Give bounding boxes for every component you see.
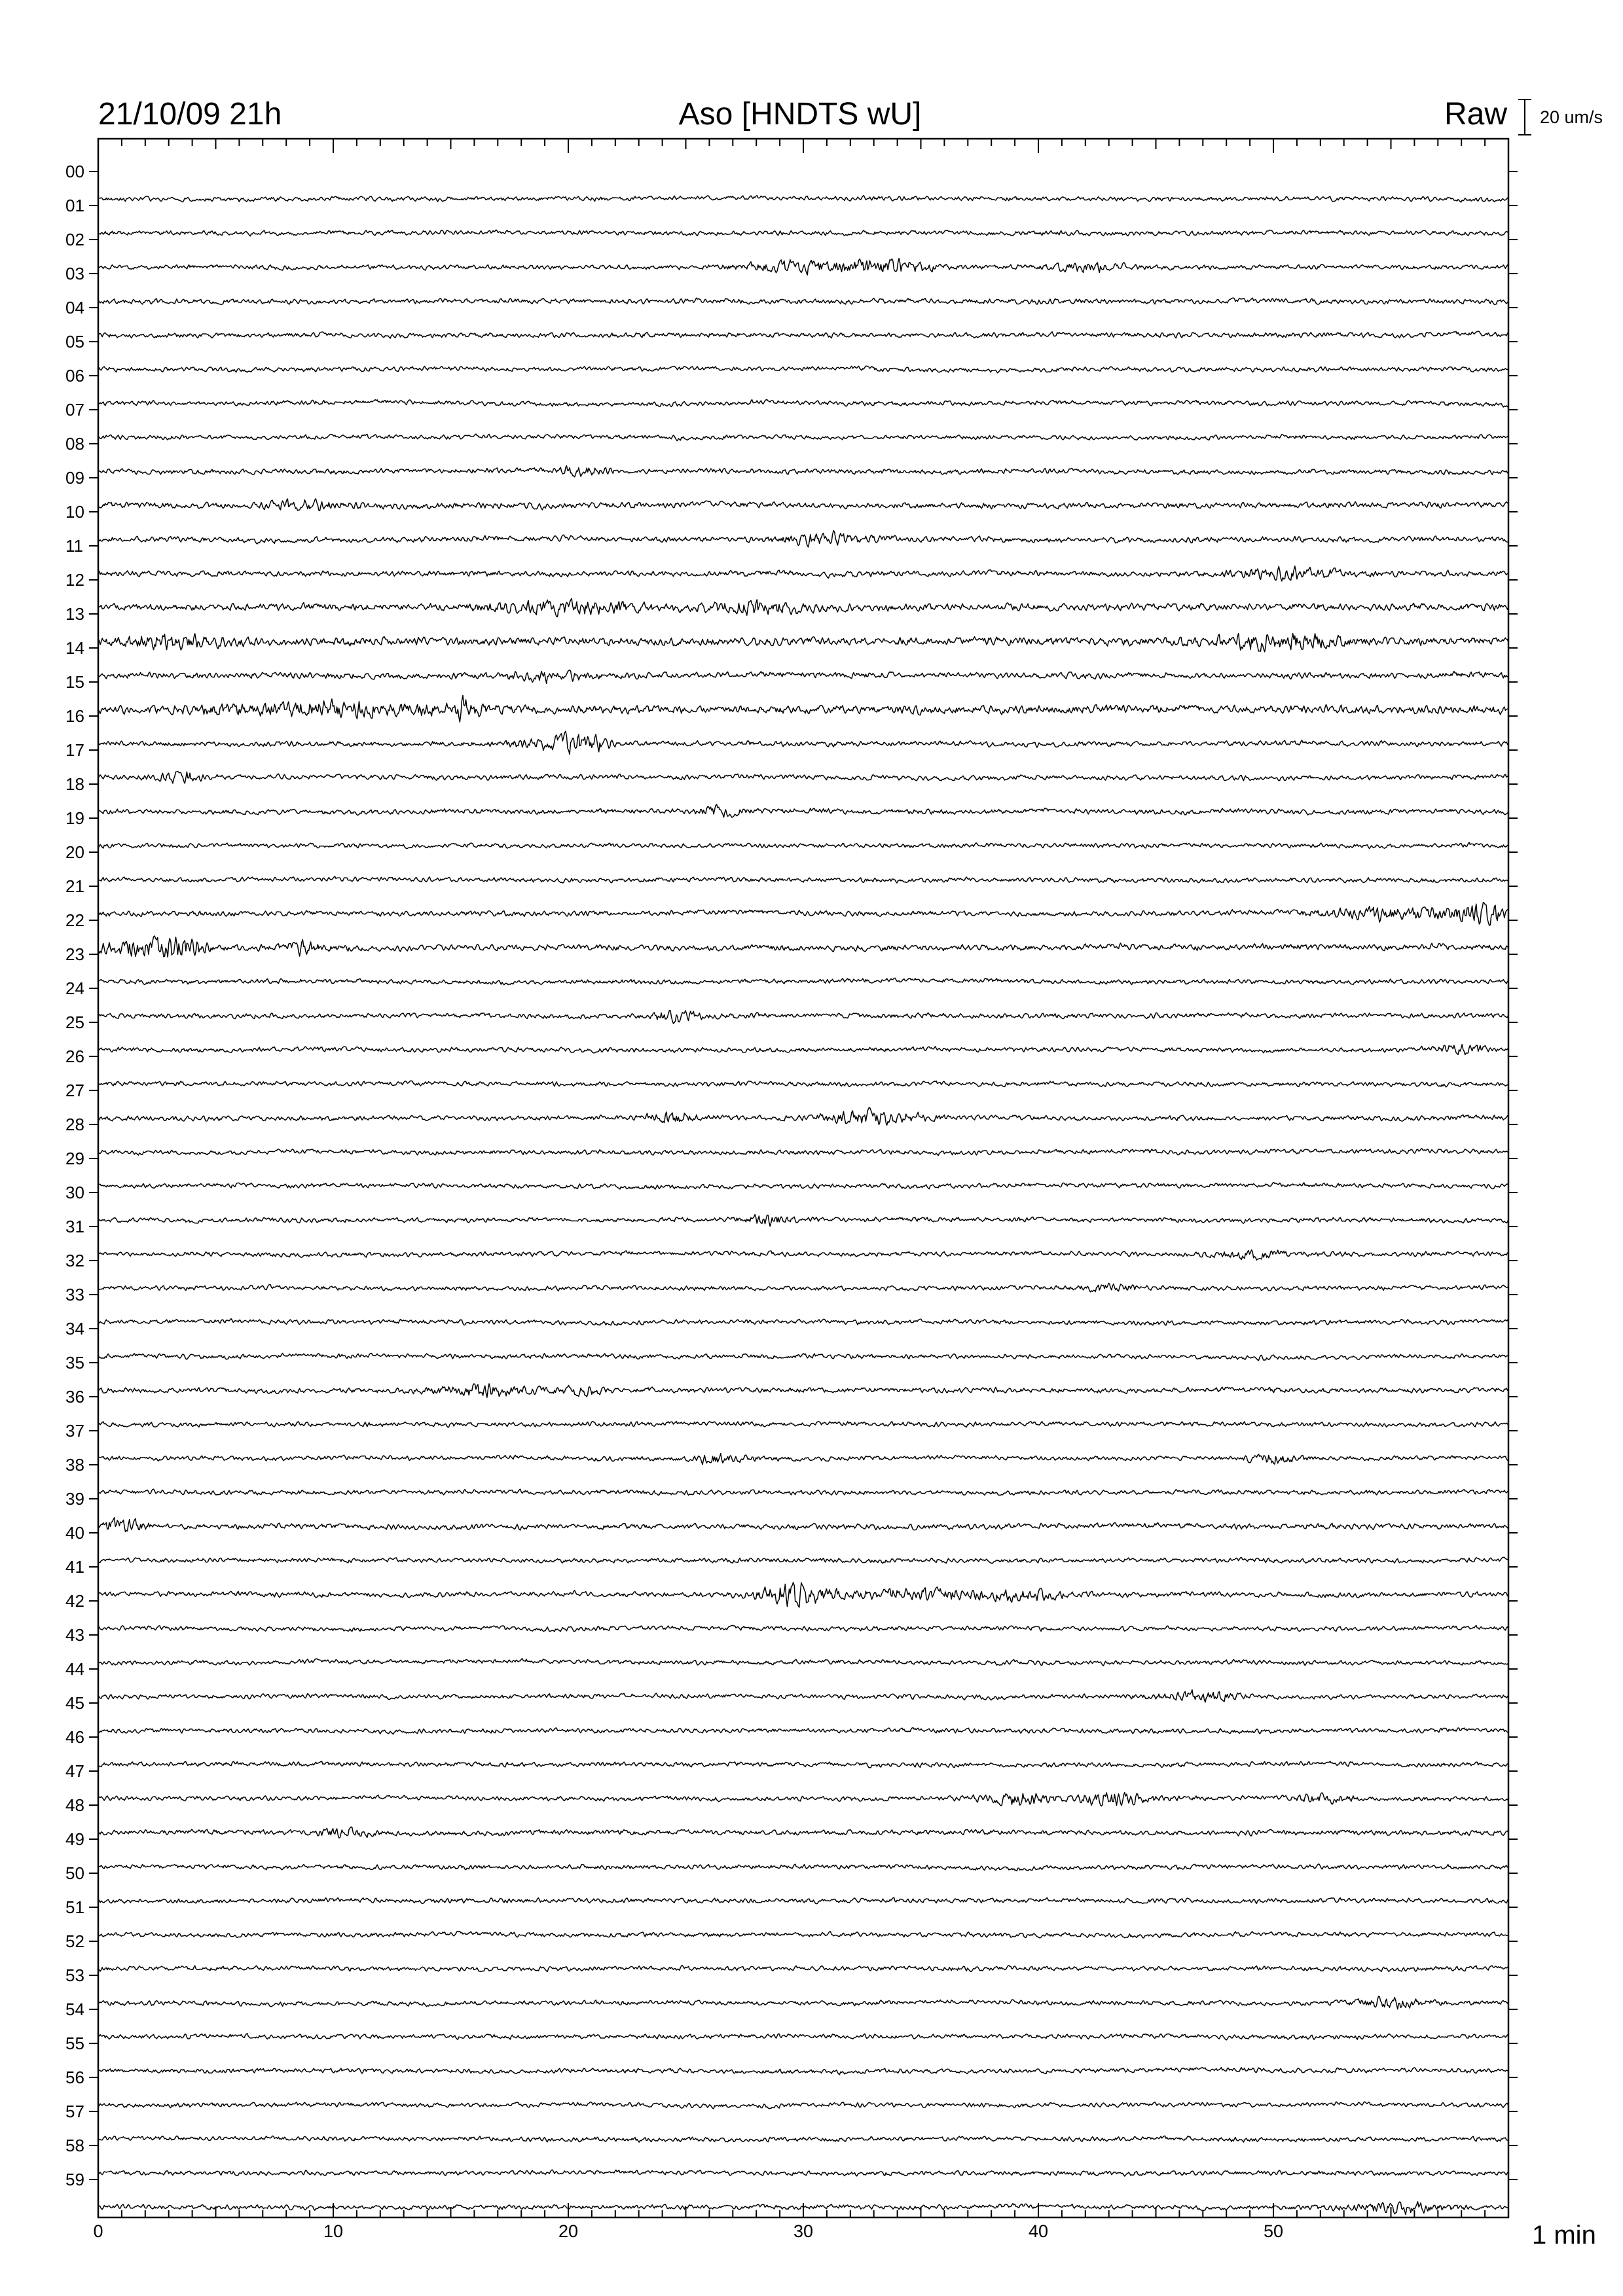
trace-row-23 xyxy=(98,903,1508,925)
row-label: 48 xyxy=(65,1795,84,1815)
trace-row-30 xyxy=(98,1149,1508,1156)
x-tick-label: 50 xyxy=(1263,2221,1284,2241)
trace-row-36 xyxy=(98,1354,1508,1361)
x-unit-label: 1 min xyxy=(1532,2221,1596,2250)
trace-row-11 xyxy=(98,499,1508,511)
trace-row-54 xyxy=(98,1965,1508,1971)
row-label: 03 xyxy=(65,264,84,283)
minute-ticks-top xyxy=(98,139,1508,153)
trace-row-extra-1 xyxy=(98,2170,1508,2176)
trace-row-35 xyxy=(98,1319,1508,1325)
row-label: 23 xyxy=(65,944,84,964)
trace-row-06 xyxy=(98,331,1508,338)
trace-row-52 xyxy=(98,1897,1508,1903)
trace-row-27 xyxy=(98,1045,1508,1055)
trace-row-24 xyxy=(98,936,1508,957)
row-label: 31 xyxy=(65,1217,84,1236)
row-label: 17 xyxy=(65,740,84,760)
station-title: Aso [HNDTS wU] xyxy=(678,97,922,132)
row-label: 09 xyxy=(65,468,84,488)
trace-row-26 xyxy=(98,1011,1508,1024)
row-label: 14 xyxy=(65,638,84,658)
trace-row-20 xyxy=(98,804,1508,817)
trace-row-07 xyxy=(98,366,1508,373)
row-label: 18 xyxy=(65,774,84,794)
trace-row-21 xyxy=(98,842,1508,849)
trace-row-44 xyxy=(98,1625,1508,1632)
trace-row-15 xyxy=(98,634,1508,652)
trace-row-56 xyxy=(98,2034,1508,2040)
trace-row-05 xyxy=(98,298,1508,304)
trace-row-18 xyxy=(98,731,1508,754)
row-label: 15 xyxy=(65,672,84,692)
row-label: 29 xyxy=(65,1149,84,1168)
row-label: 42 xyxy=(65,1591,84,1611)
row-label: 10 xyxy=(65,502,84,522)
row-label: 11 xyxy=(65,536,83,556)
x-tick-label: 20 xyxy=(558,2221,579,2241)
trace-row-14 xyxy=(98,599,1508,617)
row-label: 43 xyxy=(65,1625,84,1645)
row-label: 32 xyxy=(65,1251,84,1270)
trace-row-31 xyxy=(98,1183,1508,1190)
row-label: 57 xyxy=(65,2102,84,2121)
trace-row-57 xyxy=(98,2068,1508,2075)
trace-row-59 xyxy=(98,2136,1508,2142)
amplitude-scale-bar xyxy=(1518,99,1531,135)
x-tick-label: 0 xyxy=(93,2221,103,2241)
trace-row-55 xyxy=(98,1996,1508,2009)
trace-row-49 xyxy=(98,1793,1508,1806)
trace-row-38 xyxy=(98,1422,1508,1427)
amplitude-scale-label: 20 um/s xyxy=(1540,107,1603,127)
trace-row-46 xyxy=(98,1690,1508,1702)
row-label: 54 xyxy=(65,2000,84,2019)
row-label: 26 xyxy=(65,1047,84,1066)
row-label: 56 xyxy=(65,2068,84,2087)
row-label: 41 xyxy=(65,1557,84,1577)
row-label: 44 xyxy=(65,1659,84,1679)
trace-row-37 xyxy=(98,1384,1508,1397)
row-labels xyxy=(65,162,84,2189)
trace-row-42 xyxy=(98,1557,1508,1563)
minute-ticks-bottom xyxy=(98,2203,1508,2217)
row-label: 07 xyxy=(65,400,84,420)
trace-row-28 xyxy=(98,1081,1508,1087)
row-label: 47 xyxy=(65,1761,84,1781)
trace-row-48 xyxy=(98,1761,1508,1768)
row-label: 49 xyxy=(65,1829,84,1849)
row-label: 34 xyxy=(65,1319,84,1338)
trace-row-40 xyxy=(98,1489,1508,1495)
row-label: 20 xyxy=(65,842,84,862)
trace-row-39 xyxy=(98,1454,1508,1465)
row-label: 04 xyxy=(65,298,84,317)
row-label: 40 xyxy=(65,1523,84,1543)
trace-row-19 xyxy=(98,772,1508,783)
row-label: 05 xyxy=(65,332,84,351)
row-label: 25 xyxy=(65,1013,84,1032)
row-label: 33 xyxy=(65,1285,84,1304)
row-label: 00 xyxy=(65,162,84,181)
row-label: 35 xyxy=(65,1353,84,1372)
trace-row-50 xyxy=(98,1827,1508,1838)
trace-row-09 xyxy=(98,434,1508,440)
x-tick-labels xyxy=(93,2221,1283,2241)
trace-row-13 xyxy=(98,566,1508,581)
row-label: 16 xyxy=(65,706,84,726)
mode-label: Raw xyxy=(1444,97,1507,132)
row-label: 53 xyxy=(65,1965,84,1985)
row-label: 06 xyxy=(65,366,84,386)
row-label: 45 xyxy=(65,1693,84,1713)
trace-row-16 xyxy=(98,670,1508,684)
trace-row-25 xyxy=(98,978,1508,984)
x-tick-label: 10 xyxy=(323,2221,344,2241)
row-label: 52 xyxy=(65,1931,84,1951)
trace-row-04 xyxy=(98,259,1508,276)
row-label: 22 xyxy=(65,910,84,930)
row-label: 08 xyxy=(65,434,84,454)
trace-row-22 xyxy=(98,876,1508,883)
trace-row-08 xyxy=(98,400,1508,408)
row-label: 36 xyxy=(65,1387,84,1407)
x-tick-label: 30 xyxy=(793,2221,814,2241)
trace-row-41 xyxy=(98,1518,1508,1532)
row-label: 39 xyxy=(65,1489,84,1509)
seismic-traces xyxy=(98,196,1508,2215)
row-label: 37 xyxy=(65,1421,84,1441)
row-label: 50 xyxy=(65,1863,84,1883)
trace-row-47 xyxy=(98,1728,1508,1734)
trace-row-33 xyxy=(98,1250,1508,1261)
trace-row-10 xyxy=(98,466,1508,477)
row-label: 01 xyxy=(65,196,84,215)
row-label: 27 xyxy=(65,1081,84,1100)
trace-row-34 xyxy=(98,1283,1508,1292)
row-label: 38 xyxy=(65,1455,84,1475)
trace-row-43 xyxy=(98,1583,1508,1607)
trace-row-45 xyxy=(98,1659,1508,1666)
row-label: 02 xyxy=(65,230,84,249)
trace-row-12 xyxy=(98,531,1508,547)
plot-frame xyxy=(98,139,1508,2217)
date-label: 21/10/09 21h xyxy=(98,97,282,132)
row-label: 21 xyxy=(65,876,84,896)
row-label: 13 xyxy=(65,604,84,624)
row-label: 55 xyxy=(65,2034,84,2053)
row-label: 46 xyxy=(65,1727,84,1747)
row-label: 59 xyxy=(65,2170,84,2189)
trace-row-53 xyxy=(98,1931,1508,1938)
trace-row-02 xyxy=(98,196,1508,202)
x-tick-label: 40 xyxy=(1028,2221,1049,2241)
trace-row-51 xyxy=(98,1864,1508,1871)
trace-row-58 xyxy=(98,2102,1508,2109)
row-label: 24 xyxy=(65,978,84,998)
trace-row-17 xyxy=(98,695,1508,722)
row-label: 30 xyxy=(65,1183,84,1202)
row-label: 58 xyxy=(65,2136,84,2155)
row-label: 28 xyxy=(65,1115,84,1134)
trace-row-29 xyxy=(98,1107,1508,1125)
row-label: 51 xyxy=(65,1897,84,1917)
row-label: 19 xyxy=(65,808,84,828)
trace-row-03 xyxy=(98,230,1508,236)
trace-row-32 xyxy=(98,1215,1508,1227)
row-label: 12 xyxy=(65,570,84,590)
